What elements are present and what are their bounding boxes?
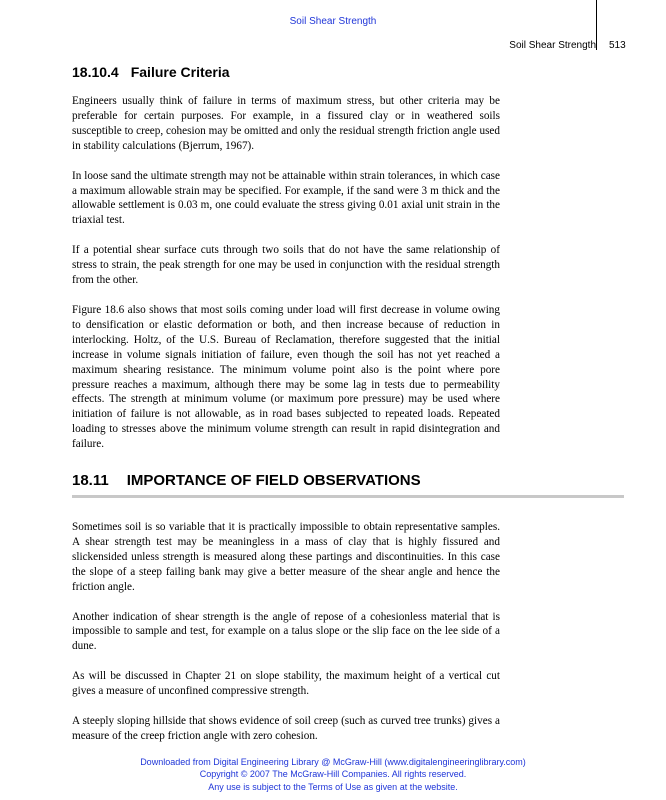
footer-copyright: Copyright © 2007 The McGraw-Hill Companies. All rights reserved. [199,769,467,780]
header-vertical-rule [596,0,597,50]
page-number: 513 [609,40,626,51]
paragraph: Another indication of shear strength is the angle of repose of a cohesionless material that is impossible to sample and test, for example on a talus slope or the slip face on the lee side of a dune. [72,610,500,653]
footer [0,756,666,793]
section-number: 18.11 [72,472,109,490]
paragraph: If a potential shear surface cuts through two soils that do not have the same relationship of stress to strain, the peak strength for one may be used in conjunction with the residual strength from the other. [72,244,500,287]
top-header-link[interactable]: Soil Shear Strength [289,16,377,27]
section-heading [72,472,500,489]
subsection-number: 18.10.4 [72,64,119,80]
section-divider [72,495,624,498]
running-head: Soil Shear Strength [509,40,596,51]
subsection-heading [72,64,500,80]
paragraph: A steeply sloping hillside that shows evidence of soil creep (such as curved tree trunks) gives a measure of the creep friction angle with zero cohesion. [72,715,500,742]
footer-terms-link[interactable]: Any use is subject to the Terms of Use as given at the website. [208,781,458,792]
paragraph: Engineers usually think of failure in terms of maximum stress, but other criteria may be preferable for certain purposes. For example, in a fissured clay or in weathered soils susceptible to creep, cohesion may be omitted and only the residual strength friction angle used in stability calculations (Bjerrum, 1967). [72,95,500,152]
paragraph: Figure 18.6 also shows that most soils coming under load will first decrease in volume owing to densification or elastic deformation or both, and then increase because of reduction in interlocking. Holtz, of the U.S. Bureau of Reclamation, therefore suggested that the initial increase in volume signals initiation of failure, even though the soil has not yet reached a maximum shearing resistance. The minimum volume point also is the point where pore pressure reaches a maximum, although there may be some lag in tests due to permeability effects. The strength at minimum volume (or maximum pore pressure) may be used where initiation of failure is not allowable, as in road bases subjected to repeated loads. Repeated loading to stresses above the minimum volume strength can result in rapid disintegration and failure. [72,303,500,451]
footer-download-link[interactable]: Downloaded from Digital Engineering Library @ McGraw-Hill (www.digitalengineeringlibrary.com) [140,757,526,767]
paragraph: As will be discussed in Chapter 21 on slope stability, the maximum height of a vertical cut gives a measure of unconfined compressive strength. [72,670,500,698]
page-body [72,64,500,759]
paragraph: In loose sand the ultimate strength may not be attainable within strain tolerances, in which case a maximum allowable strain may be specified. For example, if the sand were 3 m thick and the allowable settlement is 0.03 m, one could evaluate the stress giving 0.01 axial unit strain in the triaxial test. [72,169,500,227]
section-title: IMPORTANCE OF FIELD OBSERVATIONS [126,472,421,490]
paragraph: Sometimes soil is so variable that it is practically impossible to obtain representative samples. A shear strength test may be meaningless in a mass of clay that is highly fissured and slickensided unless strength is measured along these partings and discontinuities. In this case the slope of a steep failing bank may give a better measure of the shear angle and hence the friction angle. [72,521,500,593]
subsection-title: Failure Criteria [130,64,230,80]
